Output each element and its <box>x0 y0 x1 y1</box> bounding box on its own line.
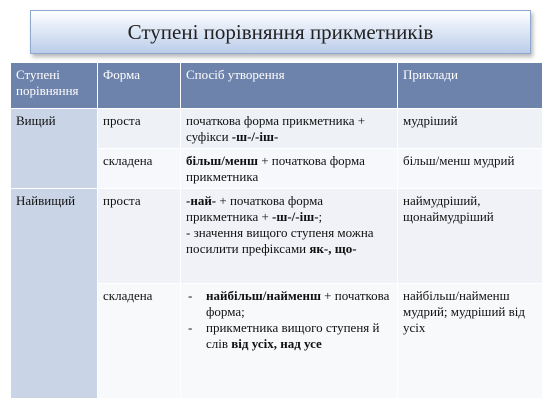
method-bold: найбільш/найменш <box>206 288 321 303</box>
slide-title <box>30 10 531 54</box>
method-note: - значення вищого ступеня можна посилити префіксами <box>186 225 374 256</box>
method-text: прикметника вищого ступеня й слів <box>206 320 380 351</box>
method-cell <box>181 149 398 189</box>
example-cell: мудріший <box>398 109 543 149</box>
example-cell: найбільш/найменш мудрий; мудріший від усіх <box>398 284 543 399</box>
method-text: + початкова форма прикметника <box>186 153 365 184</box>
method-bold: більш/менш <box>186 153 258 168</box>
table-row <box>11 189 543 284</box>
suffix-text: -ш-/-іш- <box>272 209 319 224</box>
method-cell <box>181 284 398 399</box>
method-list <box>186 288 392 352</box>
degree-comparative: Вищий <box>11 109 98 189</box>
list-item <box>186 320 392 352</box>
prefix-text: -най- <box>186 193 217 208</box>
degree-superlative: Найвищий <box>11 189 98 399</box>
method-bold: від усіх, над усе <box>231 336 322 351</box>
example-cell: більш/менш мудрий <box>398 149 543 189</box>
list-item <box>186 288 392 320</box>
header-form: Форма <box>98 63 181 109</box>
method-punct: ; <box>318 209 323 224</box>
suffix-text: -ш-/-іш- <box>231 129 279 144</box>
form-cell: проста <box>98 109 181 149</box>
example-cell: наймудріший, щонаймудріший <box>398 189 543 284</box>
header-examples: Приклади <box>398 63 543 109</box>
header-method: Спосіб утворення <box>181 63 398 109</box>
method-text: початкова форма прикметника + суфікси <box>186 113 366 144</box>
method-cell <box>181 109 398 149</box>
table-header-row <box>11 63 543 109</box>
method-cell <box>181 189 398 284</box>
form-cell: складена <box>98 284 181 399</box>
method-text: + початкова форма прикметника + <box>186 193 324 224</box>
prefix-examples: як-, що- <box>309 241 357 256</box>
form-cell: проста <box>98 189 181 284</box>
method-text: + початкова форма; <box>206 288 390 319</box>
form-cell: складена <box>98 149 181 189</box>
table-row <box>11 109 543 149</box>
slide-title-text: Ступені порівняння прикметників <box>127 19 434 44</box>
header-degree: Ступені порівняння <box>11 63 98 109</box>
comparison-table <box>10 62 543 399</box>
